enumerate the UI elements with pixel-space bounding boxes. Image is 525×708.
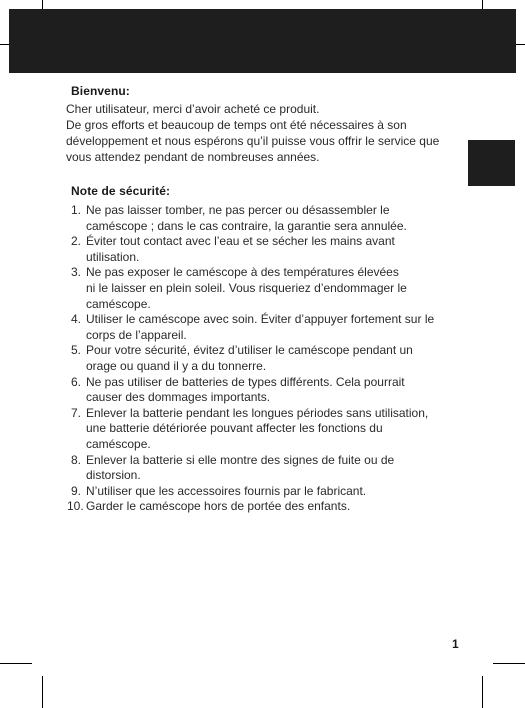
safety-item-line: caméscope. — [86, 436, 151, 451]
safety-heading: Note de sécurité: — [71, 184, 171, 198]
crop-mark-bottom-right-v — [482, 676, 483, 708]
safety-item-number: 2. — [71, 234, 82, 249]
safety-item-line: caméscope. — [86, 296, 151, 311]
crop-mark-bottom-right-h — [493, 663, 525, 664]
safety-item-number: 1. — [71, 203, 82, 217]
safety-item-line: Garder le caméscope hors de portée des enfants. — [86, 499, 351, 514]
safety-item-line: Pour votre sécurité, évitez d’utiliser le caméscope pendant un — [86, 343, 413, 358]
safety-item-number: 6. — [71, 374, 82, 389]
crop-mark-bottom-left-h — [0, 663, 32, 664]
welcome-line: vous attendez pendant de nombreuses années. — [66, 150, 320, 164]
safety-item-line: Ne pas laisser tomber, ne pas percer ou désassembler le — [86, 203, 390, 217]
side-tab — [468, 140, 515, 186]
safety-item-number: 5. — [71, 343, 82, 358]
safety-item-line: Utiliser le caméscope avec soin. Éviter d’appuyer fortement sur le — [86, 312, 435, 327]
safety-item-line: caméscope ; dans le cas contraire, la garantie sera annulée. — [86, 218, 407, 233]
safety-item-number: 10. — [67, 499, 84, 514]
welcome-text — [66, 101, 466, 165]
safety-item-line: une batterie détériorée pouvant affecter les fonctions du — [86, 421, 383, 436]
page-number: 1 — [452, 637, 459, 651]
safety-item-number: 3. — [71, 265, 82, 280]
welcome-heading: Bienvenu: — [71, 84, 130, 98]
safety-item — [71, 234, 461, 265]
safety-item-line: Éviter tout contact avec l’eau et se sécher les mains avant — [86, 234, 395, 249]
safety-item — [71, 343, 461, 374]
welcome-line: développement et nous espérons qu’il puisse vous offrir le service que — [66, 134, 440, 148]
safety-item-line: ni le laisser en plein soleil. Vous risqueriez d’endommager le — [86, 280, 407, 295]
safety-item-line: Enlever la batterie si elle montre des signes de fuite ou de — [86, 452, 395, 467]
safety-item — [71, 375, 461, 406]
safety-item-line: corps de l’appareil. — [86, 327, 187, 342]
safety-item — [71, 453, 461, 484]
safety-item-line: orage ou quand il y a du tonnerre. — [86, 358, 267, 373]
safety-item-line: utilisation. — [86, 249, 140, 264]
safety-item — [71, 484, 461, 500]
safety-item — [67, 499, 461, 515]
safety-item — [71, 265, 461, 312]
safety-item-number: 4. — [71, 312, 82, 327]
safety-item — [71, 203, 461, 234]
safety-item-number: 7. — [71, 405, 82, 420]
safety-item-line: Ne pas exposer le caméscope à des températures élevées — [86, 265, 399, 280]
safety-item-line: distorsion. — [86, 468, 141, 483]
safety-item-line: N’utiliser que les accessoires fournis par le fabricant. — [86, 483, 367, 498]
safety-item-line: Enlever la batterie pendant les longues périodes sans utilisation, — [86, 405, 429, 420]
safety-item-number: 9. — [71, 483, 82, 498]
safety-item-number: 8. — [71, 452, 82, 467]
header-band — [9, 9, 516, 73]
safety-list — [67, 203, 461, 515]
safety-item-line: Ne pas utiliser de batteries de types différents. Cela pourrait — [86, 374, 405, 389]
safety-item — [71, 312, 461, 343]
safety-item — [71, 406, 461, 453]
welcome-line: De gros efforts et beaucoup de temps ont été nécessaires à son — [66, 118, 407, 132]
crop-mark-bottom-left-v — [42, 676, 43, 708]
safety-item-line: causer des dommages importants. — [86, 390, 271, 405]
welcome-line: Cher utilisateur, merci d’avoir acheté ce produit. — [66, 102, 320, 116]
